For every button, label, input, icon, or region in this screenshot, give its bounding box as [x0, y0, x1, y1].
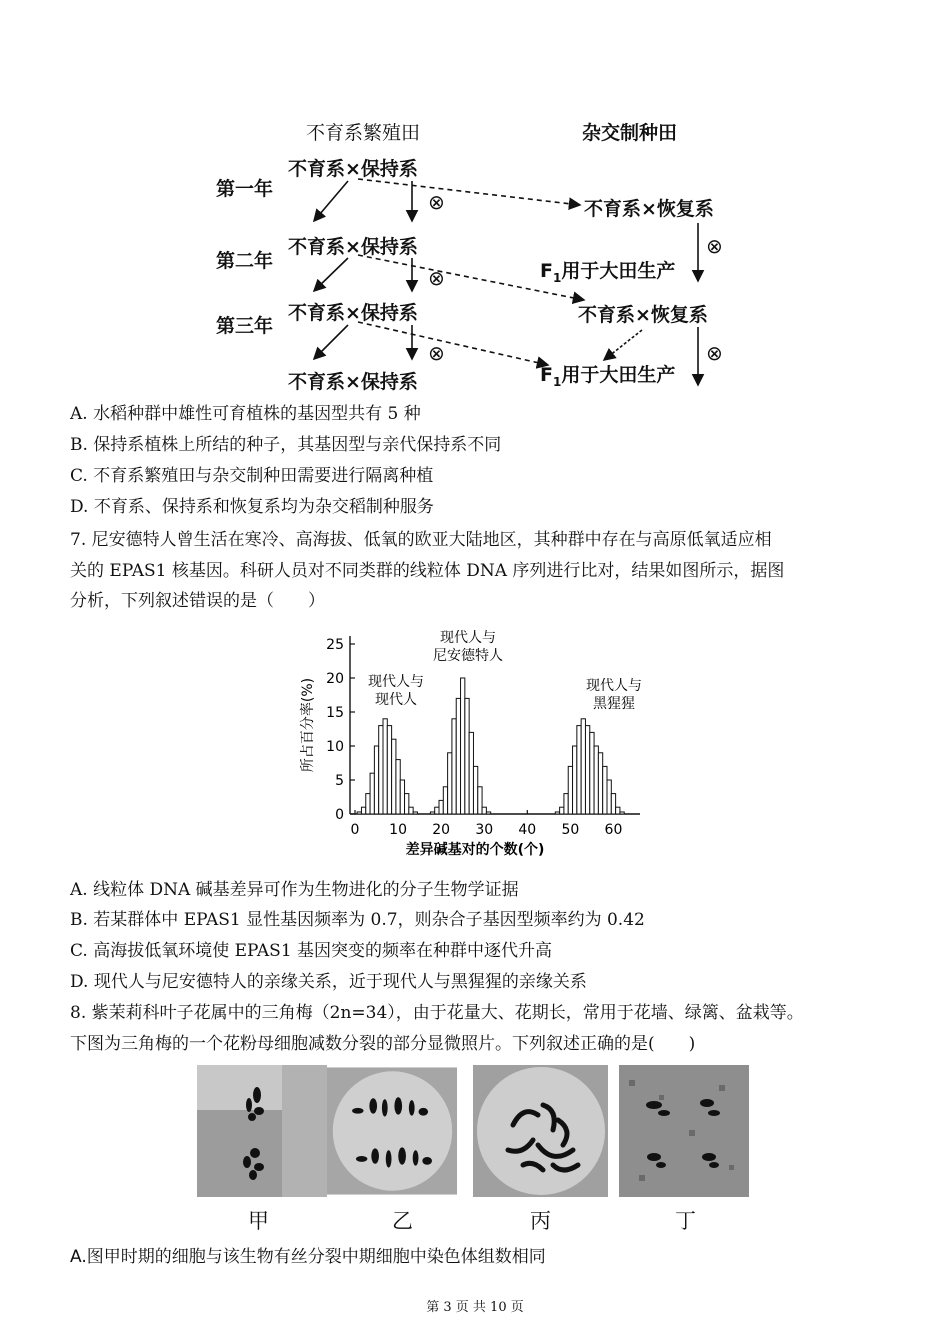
photo-label-ding: 丁 [675, 1209, 696, 1233]
histogram-bar [400, 780, 404, 814]
histogram-bar [456, 698, 460, 814]
self-cross-icon: ⊗ [428, 266, 445, 290]
q7-stem-line: 7. 尼安德特人曾生活在寒冷、高海拔、低氧的欧亚大陆地区，其种群中存在与高原低氧适应相 [70, 530, 772, 550]
cross-left-1: 不育系×保持系 [288, 158, 418, 180]
x-tick-label: 10 [389, 822, 407, 838]
right-header: 杂交制种田 [582, 122, 678, 144]
histogram-bar [383, 719, 387, 814]
histogram-bar [461, 678, 465, 814]
q8-stem-line: 8. 紫茉莉科叶子花属中的三角梅（2n=34），由于花量大、花期长，常用于花墙、绿篱、盆栽等。 [70, 1003, 804, 1023]
y-tick-label: 10 [326, 739, 344, 755]
histogram-bar [452, 719, 456, 814]
page-footer: 第 3 页 共 10 页 [426, 1300, 524, 1315]
q7-option-a: A. 线粒体 DNA 碱基差异可作为生物进化的分子生物学证据 [70, 880, 519, 900]
photo-label-yi: 乙 [392, 1209, 413, 1233]
histogram-bar [607, 780, 611, 814]
histogram-bar [473, 766, 477, 814]
self-cross-icon: ⊗ [428, 190, 445, 214]
x-tick-label: 30 [475, 822, 494, 838]
micrograph-bing [473, 1065, 608, 1197]
histogram-bar [598, 753, 602, 814]
cross-right-2: 不育系×恢复系 [578, 304, 708, 326]
y-axis-label: 所占百分率(%) [300, 677, 316, 773]
x-tick-label: 0 [350, 822, 360, 838]
series-label-line1: 现代人与 [368, 674, 424, 690]
micrograph-yi [327, 1065, 457, 1197]
histogram-bar [387, 726, 391, 814]
micrograph-ding [619, 1065, 749, 1197]
f1-label-2: $F_1$用于大田生产 [540, 364, 676, 389]
histogram-bar [486, 812, 490, 814]
histogram-bar [435, 807, 439, 814]
histogram-bar [555, 812, 559, 814]
histogram-bar [573, 746, 577, 814]
histogram-bar [413, 812, 417, 814]
series-label-line2: 现代人 [375, 692, 417, 708]
histogram-bar [361, 807, 365, 814]
y-tick-label: 20 [326, 671, 344, 687]
q7-stem-line: 分析，下列叙述错误的是（ ） [70, 591, 325, 611]
self-cross-icon: ⊗ [706, 341, 723, 365]
q7-option-b: B. 若某群体中 EPAS1 显性基因频率为 0.7，则杂合子基因型频率约为 0.42 [70, 910, 645, 930]
diagram-arrows [0, 0, 950, 400]
histogram-bar [581, 719, 585, 814]
histogram-bar [585, 726, 589, 814]
photo-label-bing: 丙 [530, 1209, 551, 1233]
histogram-bar [430, 812, 434, 814]
series-label-line1: 现代人与 [586, 678, 642, 694]
series-label-line1: 现代人与 [440, 630, 496, 646]
series-label-line2: 黑猩猩 [593, 696, 635, 712]
histogram-bar [443, 787, 447, 814]
histogram-bar [392, 739, 396, 814]
histogram-bar [405, 794, 409, 814]
cross-right-1: 不育系×恢复系 [584, 198, 714, 220]
histogram-bar [465, 698, 469, 814]
histogram-bar [603, 766, 607, 814]
micrograph-jia [197, 1065, 327, 1197]
histogram-bar [564, 794, 568, 814]
histogram-bar [594, 746, 598, 814]
q8-option-a: A.图甲时期的细胞与该生物有丝分裂中期细胞中染色体组数相同 [70, 1247, 546, 1267]
histogram-bar [396, 760, 400, 814]
f1-label-1: $F_1$用于大田生产 [540, 260, 676, 285]
histogram-bar [379, 726, 383, 814]
q6-option-a: A. 水稻种群中雄性可育植株的基因型共有 5 种 [70, 404, 421, 424]
histogram-bar [357, 812, 361, 814]
x-tick-label: 20 [432, 822, 451, 838]
q6-option-c: C. 不育系繁殖田与杂交制种田需要进行隔离种植 [70, 466, 434, 486]
histogram-bar [370, 773, 374, 814]
x-tick-label: 60 [604, 822, 623, 838]
histogram-bar [616, 807, 620, 814]
histogram-bar [620, 812, 624, 814]
y-tick-label: 15 [326, 705, 344, 721]
series-label-line2: 尼安德特人 [433, 648, 503, 664]
histogram-bar [478, 787, 482, 814]
histogram-bar [590, 732, 594, 814]
year-3-label: 第三年 [216, 315, 274, 337]
histogram-bar [482, 807, 486, 814]
q6-option-b: B. 保持系植株上所结的种子，其基因型与亲代保持系不同 [70, 435, 502, 455]
cross-left-3: 不育系×保持系 [288, 302, 418, 324]
histogram-bar [374, 746, 378, 814]
cross-left-2: 不育系×保持系 [288, 236, 418, 258]
histogram-bar [560, 807, 564, 814]
histogram-bar [439, 800, 443, 814]
left-header: 不育系繁殖田 [306, 122, 421, 144]
q8-stem-line: 下图为三角梅的一个花粉母细胞减数分裂的部分显微照片。下列叙述正确的是( ) [70, 1034, 696, 1054]
y-tick-label: 5 [335, 773, 344, 789]
year-1-label: 第一年 [216, 178, 274, 200]
q7-option-c: C. 高海拔低氧环境使 EPAS1 基因突变的频率在种群中逐代升高 [70, 941, 553, 961]
histogram-bar [568, 766, 572, 814]
q7-option-d: D. 现代人与尼安德特人的亲缘关系，近于现代人与黑猩猩的亲缘关系 [70, 972, 587, 992]
x-tick-label: 50 [561, 822, 580, 838]
cross-left-4: 不育系×保持系 [288, 371, 418, 393]
y-tick-label: 25 [326, 637, 344, 653]
q7-stem-line: 关的 EPAS1 核基因。科研人员对不同类群的线粒体 DNA 序列进行比对，结果如图所示，据图 [70, 561, 785, 581]
histogram-bar [577, 726, 581, 814]
histogram-bar [469, 732, 473, 814]
q6-option-d: D. 不育系、保持系和恢复系均为杂交稻制种服务 [70, 497, 434, 517]
histogram-bar [448, 753, 452, 814]
histogram-bar [611, 794, 615, 814]
self-cross-icon: ⊗ [706, 234, 723, 258]
histogram-bar [366, 794, 370, 814]
x-axis-label: 差异碱基对的个数(个) [405, 842, 545, 858]
x-tick-label: 40 [518, 822, 537, 838]
self-cross-icon: ⊗ [428, 341, 445, 365]
histogram-chart [290, 622, 660, 862]
year-2-label: 第二年 [216, 250, 274, 272]
y-tick-label: 0 [335, 807, 344, 823]
photo-label-jia: 甲 [248, 1209, 269, 1233]
histogram-bar [409, 807, 413, 814]
